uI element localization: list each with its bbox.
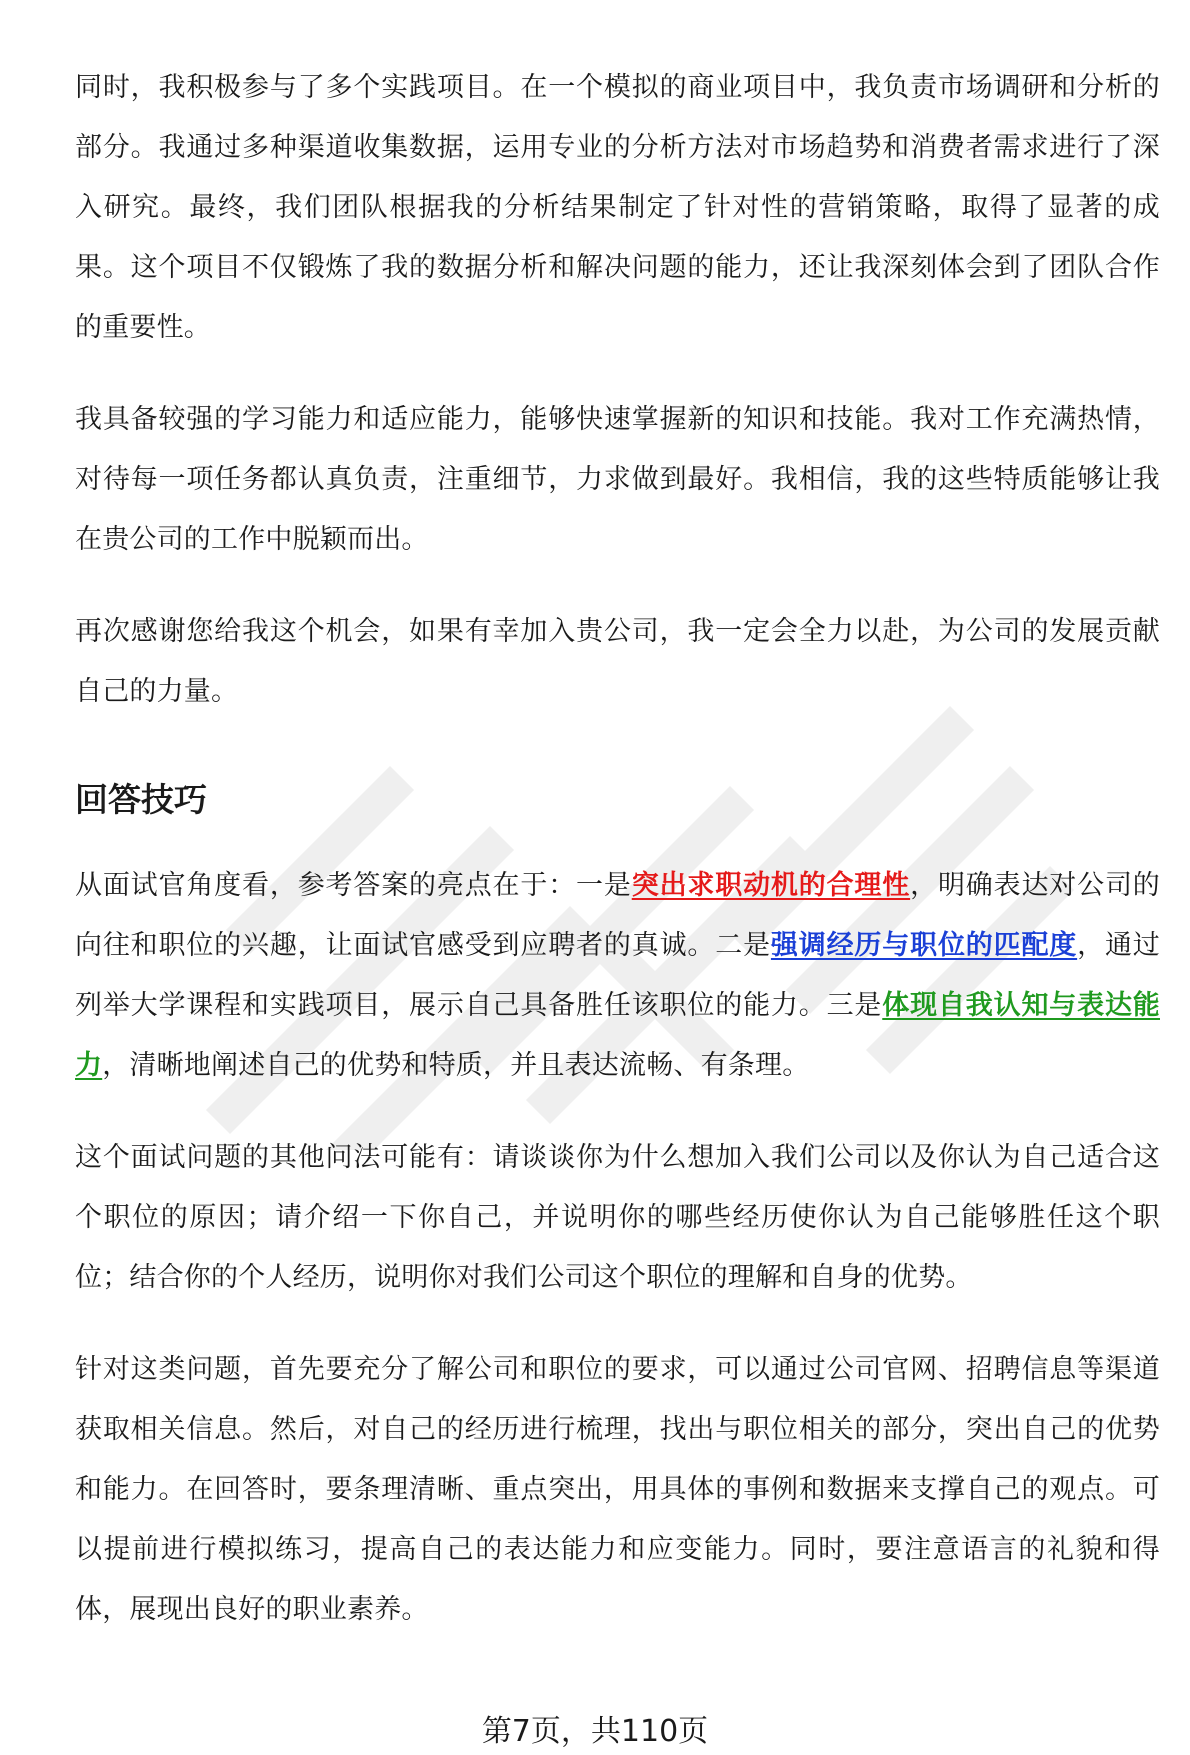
paragraph-practice-projects: 同时，我积极参与了多个实践项目。在一个模拟的商业项目中，我负责市场调研和分析的部分。我通过多种渠道收集数据，运用专业的分析方法对市场趋势和消费者需求进行了深入研究。最终，我们团队根据我的分析结果制定了针对性的营销策略，取得了显著的成果。这个项目不仅锻炼了我的数据分析和解决问题的能力，还让我深刻体会到了团队合作的重要性。 — [75, 72, 1160, 343]
paragraph-thanks: 再次感谢您给我这个机会，如果有幸加入贵公司，我一定会全力以赴，为公司的发展贡献自己的力量。 — [75, 616, 1160, 707]
paragraph-alternative-questions: 这个面试问题的其他问法可能有：请谈谈你为什么想加入我们公司以及你认为自己适合这个职位的原因；请介绍一下你自己，并说明你的哪些经历使你认为自己能够胜任这个职位；结合你的个人经历，说明你对我们公司这个职位的理解和自身的优势。 — [75, 1142, 1160, 1293]
highlight-experience-match: 强调经历与职位的匹配度 — [770, 930, 1078, 961]
paragraph-abilities: 我具备较强的学习能力和适应能力，能够快速掌握新的知识和技能。我对工作充满热情，对待每一项任务都认真负责，注重细节，力求做到最好。我相信，我的这些特质能够让我在贵公司的工作中脱颖而出。 — [75, 404, 1160, 555]
page-number-footer: 第7页，共110页 — [481, 1714, 709, 1749]
section-title-answer-tips: 回答技巧 — [75, 780, 207, 819]
highlights-text-4: ，清晰地阐述自己的优势和特质，并且表达流畅、有条理。 — [102, 1050, 810, 1081]
highlights-text-1: 从面试官角度看，参考答案的亮点在于：一是 — [75, 870, 632, 901]
paragraph-preparation-advice: 针对这类问题，首先要充分了解公司和职位的要求，可以通过公司官网、招聘信息等渠道获取相关信息。然后，对自己的经历进行梳理，找出与职位相关的部分，突出自己的优势和能力。在回答时，要条理清晰、重点突出，用具体的事例和数据来支撑自己的观点。可以提前进行模拟练习，提高自己的表达能力和应变能力。同时，要注意语言的礼貌和得体，展现出良好的职业素养。 — [75, 1354, 1160, 1625]
highlights-text-2: ，明确表达对公司的向往和职位的兴趣，让面试官感受到应聘者的真诚。二是 — [75, 870, 1161, 961]
document-body — [75, 58, 1160, 1672]
highlight-motivation: 突出求职动机的合理性 — [631, 870, 911, 901]
paragraph-highlights — [75, 856, 1160, 1096]
highlight-self-awareness: 体现自我认知与表达能力 — [75, 990, 1160, 1081]
highlights-text-3: ，通过列举大学课程和实践项目，展示自己具备胜任该职位的能力。三是 — [75, 930, 1160, 1021]
